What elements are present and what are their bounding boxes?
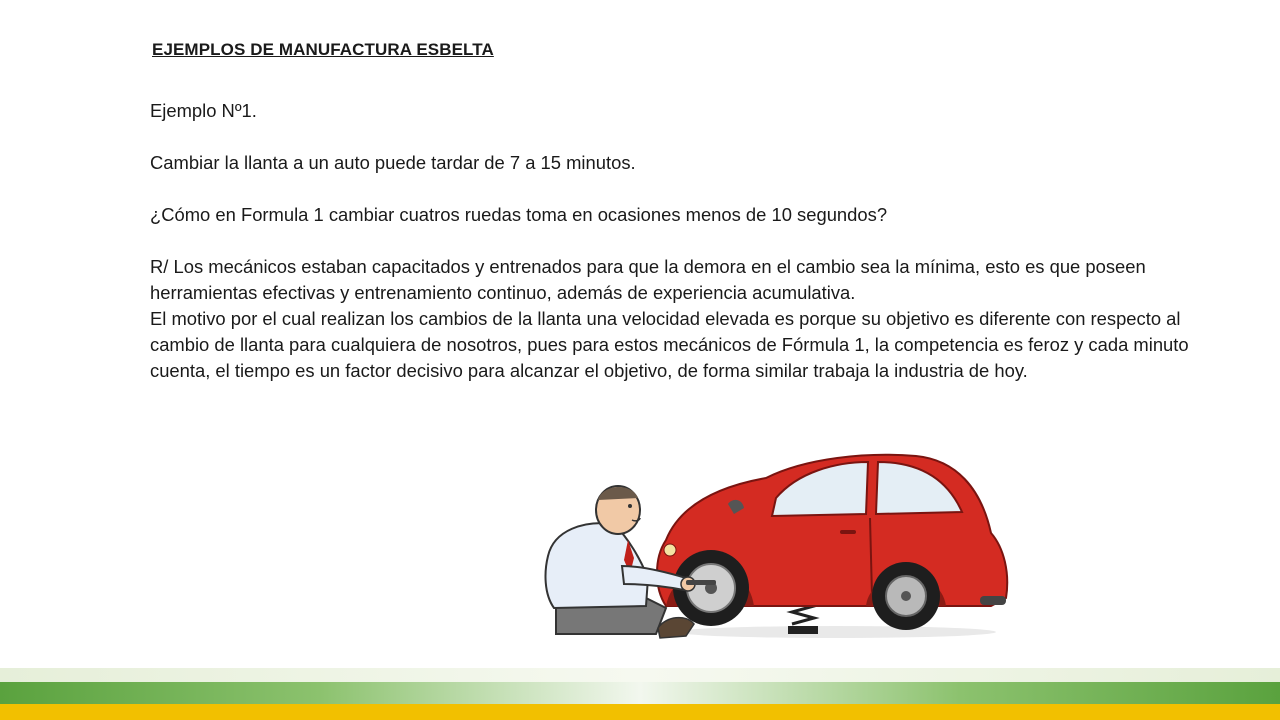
answer-paragraph-2: El motivo por el cual realizan los cambios de la llanta una velocidad elevada es porque su objetivo es diferente con respecto al cambio de llanta para cualquiera de nosotros, pues para estos mecánicos de Fórmula 1, la competencia es feroz y cada minuto cuenta, el tiempo es un factor decisivo para alcanzar el objetivo, de forma similar trabaja la industria de hoy. — [150, 308, 1189, 381]
footer-bands — [0, 668, 1280, 720]
formula1-question: ¿Cómo en Formula 1 cambiar cuatros ruedas toma en ocasiones menos de 10 segundos? — [150, 204, 888, 225]
tire-change-statement: Cambiar la llanta a un auto puede tardar de 7 a 15 minutos. — [150, 152, 636, 173]
mechanic-car-illustration — [536, 448, 1016, 648]
footer-band-yellow — [0, 704, 1280, 720]
slide-heading: EJEMPLOS DE MANUFACTURA ESBELTA — [152, 40, 494, 59]
answer-paragraph-1: R/ Los mecánicos estaban capacitados y entrenados para que la demora en el cambio sea la mínima, esto es que poseen herramientas efectivas y entrenamiento continuo, además de experiencia acumulativa. — [150, 256, 1146, 303]
rear-wheel — [872, 562, 940, 630]
footer-band-light — [0, 668, 1280, 682]
slide-body — [150, 98, 1230, 384]
footer-band-green — [0, 682, 1280, 704]
example-label: Ejemplo Nº1. — [150, 100, 257, 121]
